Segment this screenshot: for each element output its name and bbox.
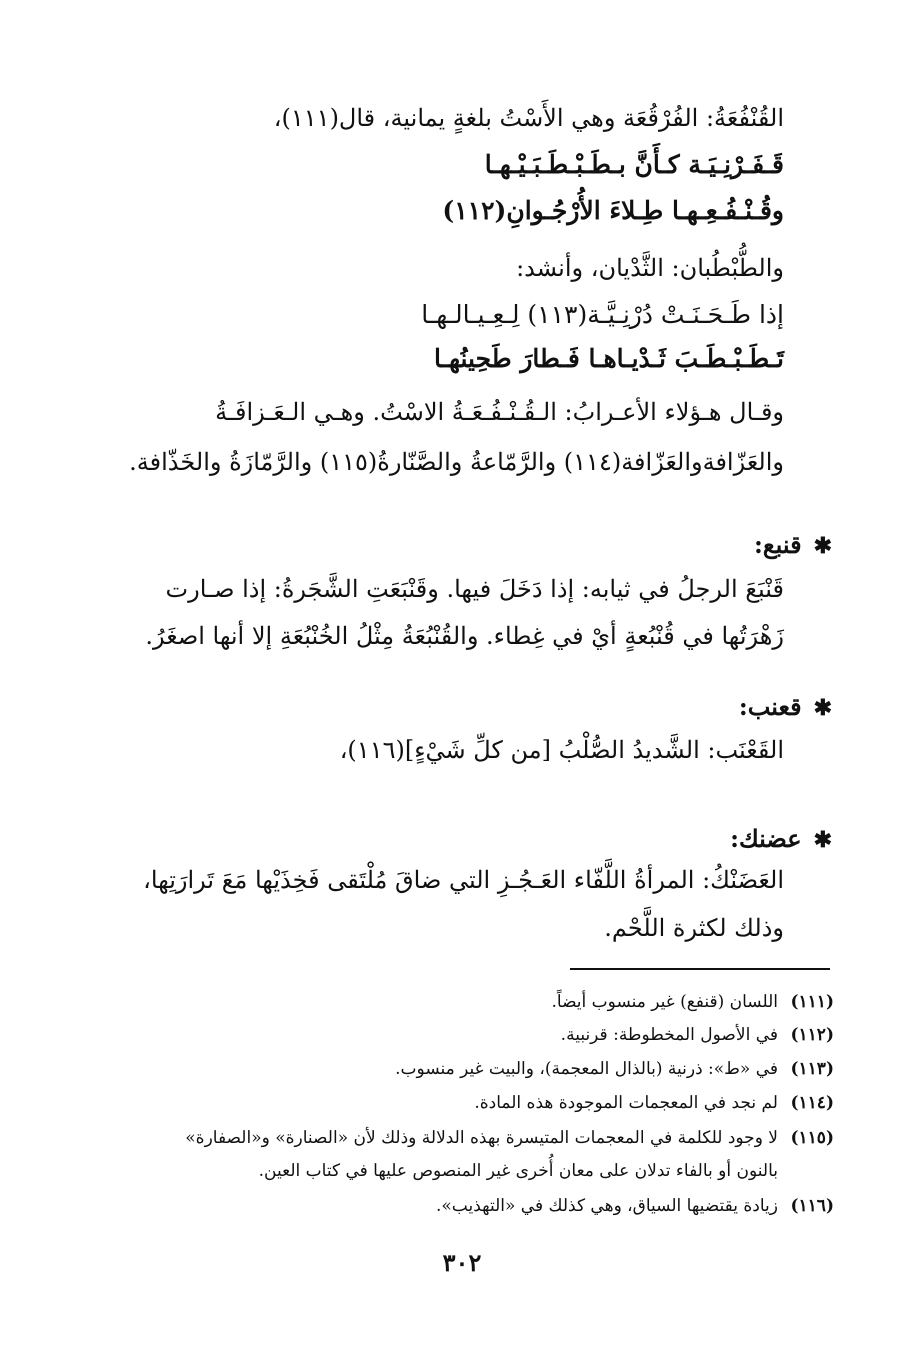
footnote-text: في الأصول المخطوطة: قرنبية. [560,1025,778,1045]
entry-qanba-line-1: قَنْبَعَ الرجلُ في ثيابه: إذا دَخَلَ فيها. وقَنْبَعَتِ الشَّجَرةُ: إذا صـارت [165,575,784,603]
footnote-number: (١١١) [790,992,834,1012]
entry-tubtuban-line: والطُّبْطُبان: الثَّدْيان، وأنشد: [516,254,784,282]
footnote-114 [120,1093,834,1113]
footnote-divider [570,968,830,970]
footnote-112 [120,1025,834,1045]
footnote-116 [120,1196,834,1216]
verse-2-hemistich-1: إذا طَـحَـنَـتْ دُرْنِـيَّـة(١١٣) لِـعِـيـالـهـا [421,300,784,329]
entry-arab-saying-line: وقـال هـؤلاء الأعـرابُ: الـقُـنْـفُـعَـةُ الاسْتُ. وهـي الـعَـزافَـةُ [215,398,784,426]
footnote-number: (١١٤) [790,1093,834,1113]
footnote-text: لم نجد في المعجمات الموجودة هذه المادة. [474,1093,778,1113]
heading-qanab-label: قعنب: [738,692,802,721]
entry-qanba-line-2: زَهْرَتُها في قُنْبُعةٍ أيْ في غِطاء. والقُنْبُعَةُ مِثْلُ الخُنْبُعَةِ إلا أنها اصغَرُ. [145,622,784,650]
footnote-text: زيادة يقتضيها السياق، وهي كذلك في «التهذيب». [435,1196,778,1216]
verse-2-hemistich-2: تَـطَـبْـطَـبَ ثَـدْيـاهـا فَـطارَ طَحِينُهـا [434,344,784,373]
footnote-113 [120,1059,834,1079]
footnote-111 [120,992,834,1012]
footnote-number: (١١٣) [790,1059,834,1079]
footnote-text: لا وجود للكلمة في المعجمات المتيسرة بهذه الدلالة وذلك لأن «الصنارة» و«الصفارة» [185,1128,778,1148]
heading-qanba [754,530,832,559]
footnote-115-continuation: بالنون أو بالفاء تدلان على معان أُخرى غير المنصوص عليها في كتاب العين. [258,1161,778,1181]
asterisk-icon: ✱ [813,827,832,853]
page-number: ٣٠٢ [442,1248,482,1277]
asterisk-icon: ✱ [813,695,832,721]
entry-adank-line-2: وذلك لكثرة اللَّحْم. [604,914,784,942]
heading-adank-label: عضنك: [730,824,802,853]
footnote-number: (١١٥) [790,1128,834,1148]
heading-adank [730,824,832,853]
entry-qunfua-line: القُنْفُعَةُ: الفُرْقُعَة وهي الأَسْتُ بلغةٍ يمانية، قال(١١١)، [273,104,784,132]
verse-1-hemistich-1: قَـفَـرْنِـيَـة كـأَنَّ بـطَـبْـطَـبَـيْـهـا [484,150,784,179]
footnote-115 [120,1128,834,1148]
heading-qanba-label: قنبع: [753,530,802,559]
footnote-number: (١١٢) [790,1025,834,1045]
heading-qanab [739,692,832,721]
footnote-text: في «ط»: ذرنية (بالذال المعجمة)، والبيت غير منسوب. [395,1059,778,1079]
asterisk-icon: ✱ [813,533,832,559]
footnote-number: (١١٦) [790,1196,834,1216]
entry-qanab-line-1: القَعْنَب: الشَّديدُ الصُّلْبُ [من كلِّ شَيْءٍ](١١٦)، [339,736,784,764]
verse-1-hemistich-2: وقُـنْـفُـعِـهـا طِـلاءَ الأُرْجُـوانِ(١١٢) [442,196,784,225]
entry-adank-line-1: العَضَنْكُ: المرأةُ اللَّفّاء العَـجُـزِ التي ضاقَ مُلْتَقى فَخِذَيْها مَعَ تَرارَتِها، [143,866,784,894]
entry-synonyms-line: والعَزّافةوالعَزّافة(١١٤) والرَّمّاعةُ والصَّنّارةُ(١١٥) والرَّمّازَةُ والخَذّافة. [129,448,784,476]
footnote-text: اللسان (قنفع) غير منسوب أيضاً. [551,992,778,1012]
